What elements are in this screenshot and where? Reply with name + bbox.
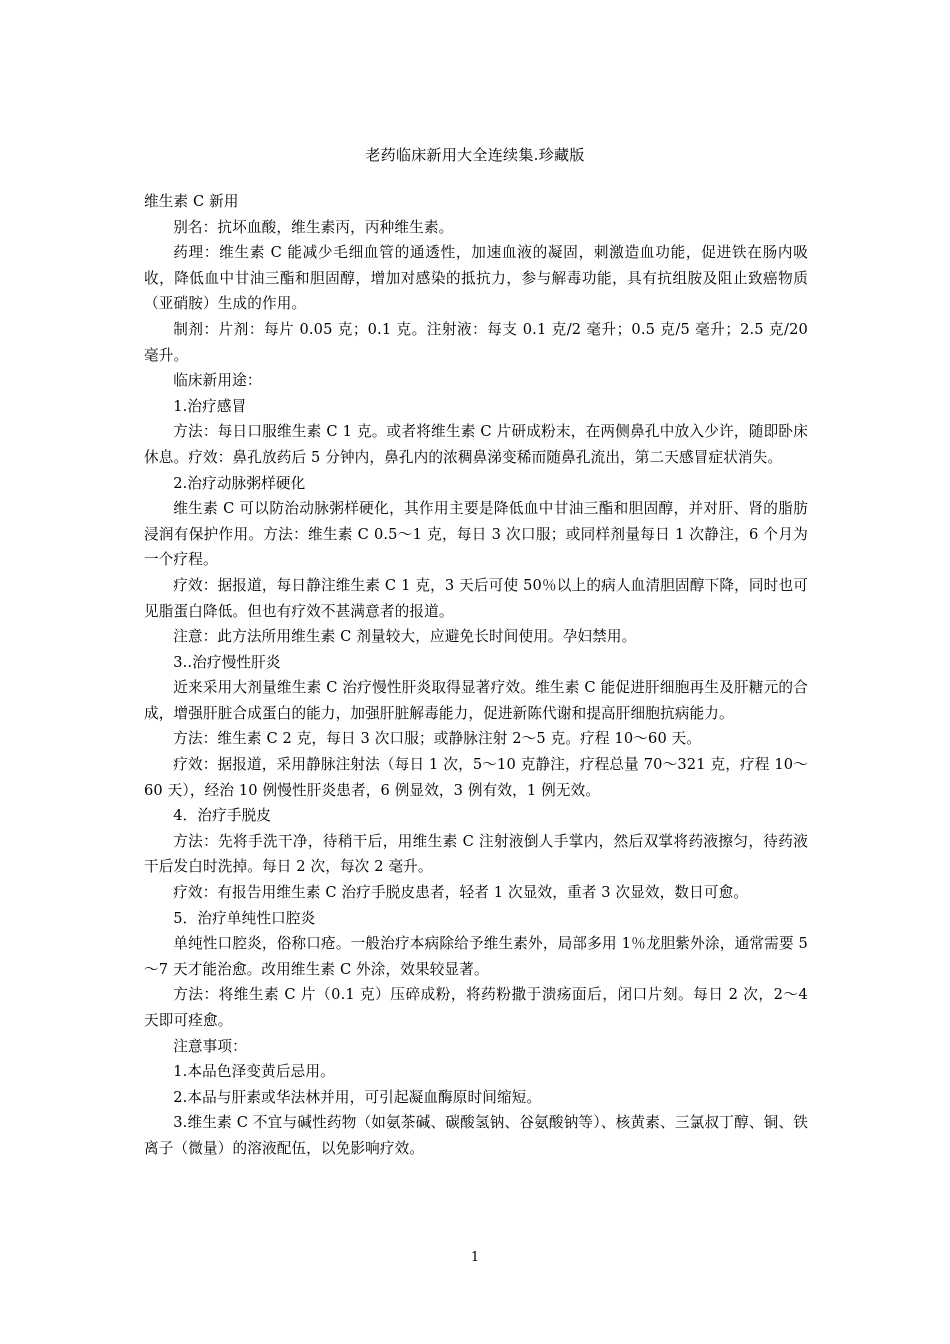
section-heading: 维生素 C 新用 [144, 193, 239, 210]
paragraph-preparations: 制剂：片剂：每片 0.05 克；0.1 克。注射液：每支 0.1 克/2 毫升；0.5 克/5 毫升；2.5 克/20 毫升。 [144, 320, 808, 364]
paragraph-alias: 别名：抗坏血酸，维生素丙，丙种维生素。 [173, 218, 454, 236]
precaution-item: 1.本品色泽变黄后忌用。 [173, 1063, 335, 1081]
paragraph-new-uses-heading: 临床新用途： [173, 372, 262, 390]
page-number: 1 [470, 1250, 480, 1265]
paragraph-atherosclerosis-efficacy: 疗效：据报道，每日静注维生素 C 1 克，3 天后可使 50％以上的病人血清胆固醇下降，同时也可见脂蛋白降低。但也有疗效不甚满意者的报道。 [144, 576, 808, 620]
paragraph-hand-peeling-efficacy: 疗效：有报告用维生素 C 治疗手脱皮患者，轻者 1 次显效，重者 3 次显效，数日可愈。 [173, 884, 749, 902]
paragraph-hepatitis-method: 方法：维生素 C 2 克，每日 3 次口服；或静脉注射 2～5 克。疗程 10～60 天。 [173, 730, 702, 748]
document-title: 老药临床新用大全连续集.珍藏版 [365, 146, 585, 164]
subheading-atherosclerosis: 2.治疗动脉粥样硬化 [173, 474, 306, 492]
paragraph-hepatitis-efficacy: 疗效：据报道，采用静脉注射法（每日 1 次，5～10 克静注，疗程总量 70～321 克，疗程 10～60 天），经治 10 例慢性肝炎患者，6 例显效，3 例有效，1 例无效。 [144, 756, 808, 799]
precaution-item: 3.维生素 C 不宜与碱性药物（如氨茶碱、碳酸氢钠、谷氨酸钠等）、核黄素、三氯叔丁醇、铜、铁离子（微量）的溶液配伍，以免影响疗效。 [144, 1114, 808, 1157]
paragraph-hand-peeling-method: 方法：先将手洗干净，待稍干后，用维生素 C 注射液倒人手掌内，然后双掌将药液擦匀，待药液干后发白时洗掉。每日 2 次，每次 2 毫升。 [144, 832, 808, 876]
paragraph-atherosclerosis-method: 维生素 C 可以防治动脉粥样硬化，其作用主要是降低血中甘油三酯和胆固醇，并对肝、肾的脂肪浸润有保护作用。方法：维生素 C 0.5～1 克，每日 3 次口服；或同样剂量每日 1 次静注，6 个月为一个疗程。 [144, 500, 808, 569]
subheading-chronic-hepatitis: 3..治疗慢性肝炎 [173, 653, 281, 671]
precaution-item: 2.本品与肝素或华法林并用，可引起凝血酶原时间缩短。 [173, 1088, 542, 1106]
document-body [144, 189, 808, 1162]
subheading-hand-peeling: 4．治疗手脱皮 [173, 807, 272, 825]
paragraph-cold-method: 方法：每日口服维生素 C 1 克。或者将维生素 C 片研成粉末，在两侧鼻孔中放入少许，随即卧床休息。疗效：鼻孔放药后 5 分钟内，鼻孔内的浓稠鼻涕变稀而随鼻孔流出，第二天感冒症状消失。 [144, 423, 808, 466]
paragraph-pharmacology: 药理：维生素 C 能减少毛细血管的通透性，加速血液的凝固，刺激造血功能，促进铁在肠内吸收，降低血中甘油三酯和胆固醇，增加对感染的抵抗力，参与解毒功能，具有抗组胺及阻止致癌物质（亚硝胺）生成的作用。 [144, 244, 808, 313]
subheading-cold: 1.治疗感冒 [173, 397, 247, 415]
subheading-precautions: 注意事项： [173, 1037, 247, 1055]
paragraph-stomatitis-intro: 单纯性口腔炎，俗称口疮。一般治疗本病除给予维生素外，局部多用 1％龙胆紫外涂，通常需要 5～7 天才能治愈。改用维生素 C 外涂，效果较显著。 [144, 935, 808, 978]
subheading-stomatitis: 5．治疗单纯性口腔炎 [173, 909, 316, 927]
paragraph-stomatitis-method: 方法：将维生素 C 片（0.1 克）压碎成粉，将药粉撒于溃疡面后，闭口片刻。每日 2 次，2～4 天即可痊愈。 [144, 986, 808, 1029]
paragraph-atherosclerosis-note: 注意：此方法所用维生素 C 剂量较大，应避免长时间使用。孕妇禁用。 [173, 628, 637, 646]
paragraph-hepatitis-intro: 近来采用大剂量维生素 C 治疗慢性肝炎取得显著疗效。维生素 C 能促进肝细胞再生及肝糖元的合成，增强肝脏合成蛋白的能力，加强肝脏解毒能力，促进新陈代谢和提高肝细胞抗病能力。 [144, 679, 808, 722]
